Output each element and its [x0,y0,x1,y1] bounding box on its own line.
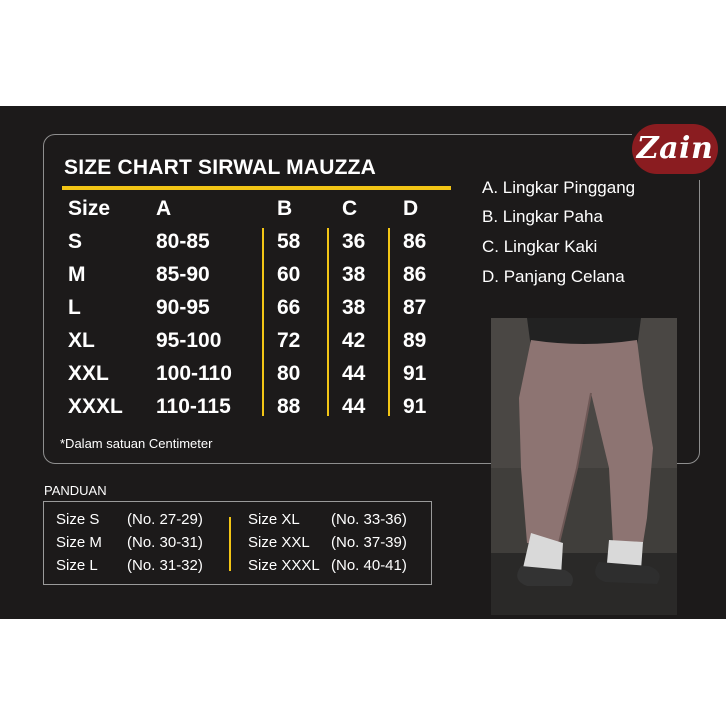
table-cell-c: 38 [342,296,366,319]
table-cell-b: 66 [277,296,301,319]
legend-item-d: D. Panjang Celana [482,267,625,286]
guide-number: (No. 40-41) [331,557,407,574]
table-cell-d: 89 [403,329,427,352]
table-cell-size: M [68,263,86,286]
table-cell-size: XXXL [68,395,123,418]
table-cell-size: XL [68,329,95,352]
table-cell-b: 72 [277,329,301,352]
guide-label: PANDUAN [44,483,107,498]
unit-note: *Dalam satuan Centimeter [60,436,213,451]
table-cell-d: 91 [403,362,427,385]
table-cell-a: 110-115 [156,395,231,418]
column-divider [388,228,390,416]
guide-number: (No. 33-36) [331,511,407,528]
table-cell-c: 44 [342,395,366,418]
table-cell-d: 87 [403,296,427,319]
guide-number: (No. 37-39) [331,534,407,551]
table-cell-size: L [68,296,81,319]
guide-size: Size M [56,534,102,551]
guide-size: Size XL [248,511,300,528]
legend-item-a: A. Lingkar Pinggang [482,178,636,197]
table-cell-size: XXL [68,362,109,385]
table-cell-a: 80-85 [156,230,210,253]
guide-number: (No. 31-32) [127,557,203,574]
chart-title: SIZE CHART SIRWAL MAUZZA [64,156,377,179]
table-cell-a: 95-100 [156,329,222,352]
table-cell-c: 42 [342,329,366,352]
column-divider [327,228,329,416]
table-cell-b: 80 [277,362,301,385]
table-cell-a: 85-90 [156,263,210,286]
header-c: C [342,197,358,220]
table-cell-d: 86 [403,263,427,286]
legend-item-c: C. Lingkar Kaki [482,237,598,256]
legend-item-b: B. Lingkar Paha [482,207,603,226]
guide-size: Size S [56,511,100,528]
table-cell-b: 60 [277,263,301,286]
table-cell-b: 88 [277,395,301,418]
guide-size: Size XXL [248,534,310,551]
table-cell-size: S [68,230,83,253]
title-underline [62,186,451,190]
brand-logo: Zain [632,124,718,174]
guide-divider [229,517,231,571]
table-cell-d: 91 [403,395,427,418]
guide-size: Size XXXL [248,557,320,574]
model-photo [491,318,677,615]
guide-number: (No. 30-31) [127,534,203,551]
table-cell-d: 86 [403,230,427,253]
table-cell-c: 36 [342,230,366,253]
guide-number: (No. 27-29) [127,511,203,528]
table-cell-c: 38 [342,263,366,286]
header-size: Size [68,197,111,220]
table-cell-a: 100-110 [156,362,232,385]
guide-size: Size L [56,557,98,574]
header-d: D [403,197,419,220]
table-cell-b: 58 [277,230,301,253]
trousers-illustration [491,318,677,615]
table-cell-c: 44 [342,362,366,385]
table-cell-a: 90-95 [156,296,210,319]
header-b: B [277,197,293,220]
column-divider [262,228,264,416]
header-a: A [156,197,172,220]
